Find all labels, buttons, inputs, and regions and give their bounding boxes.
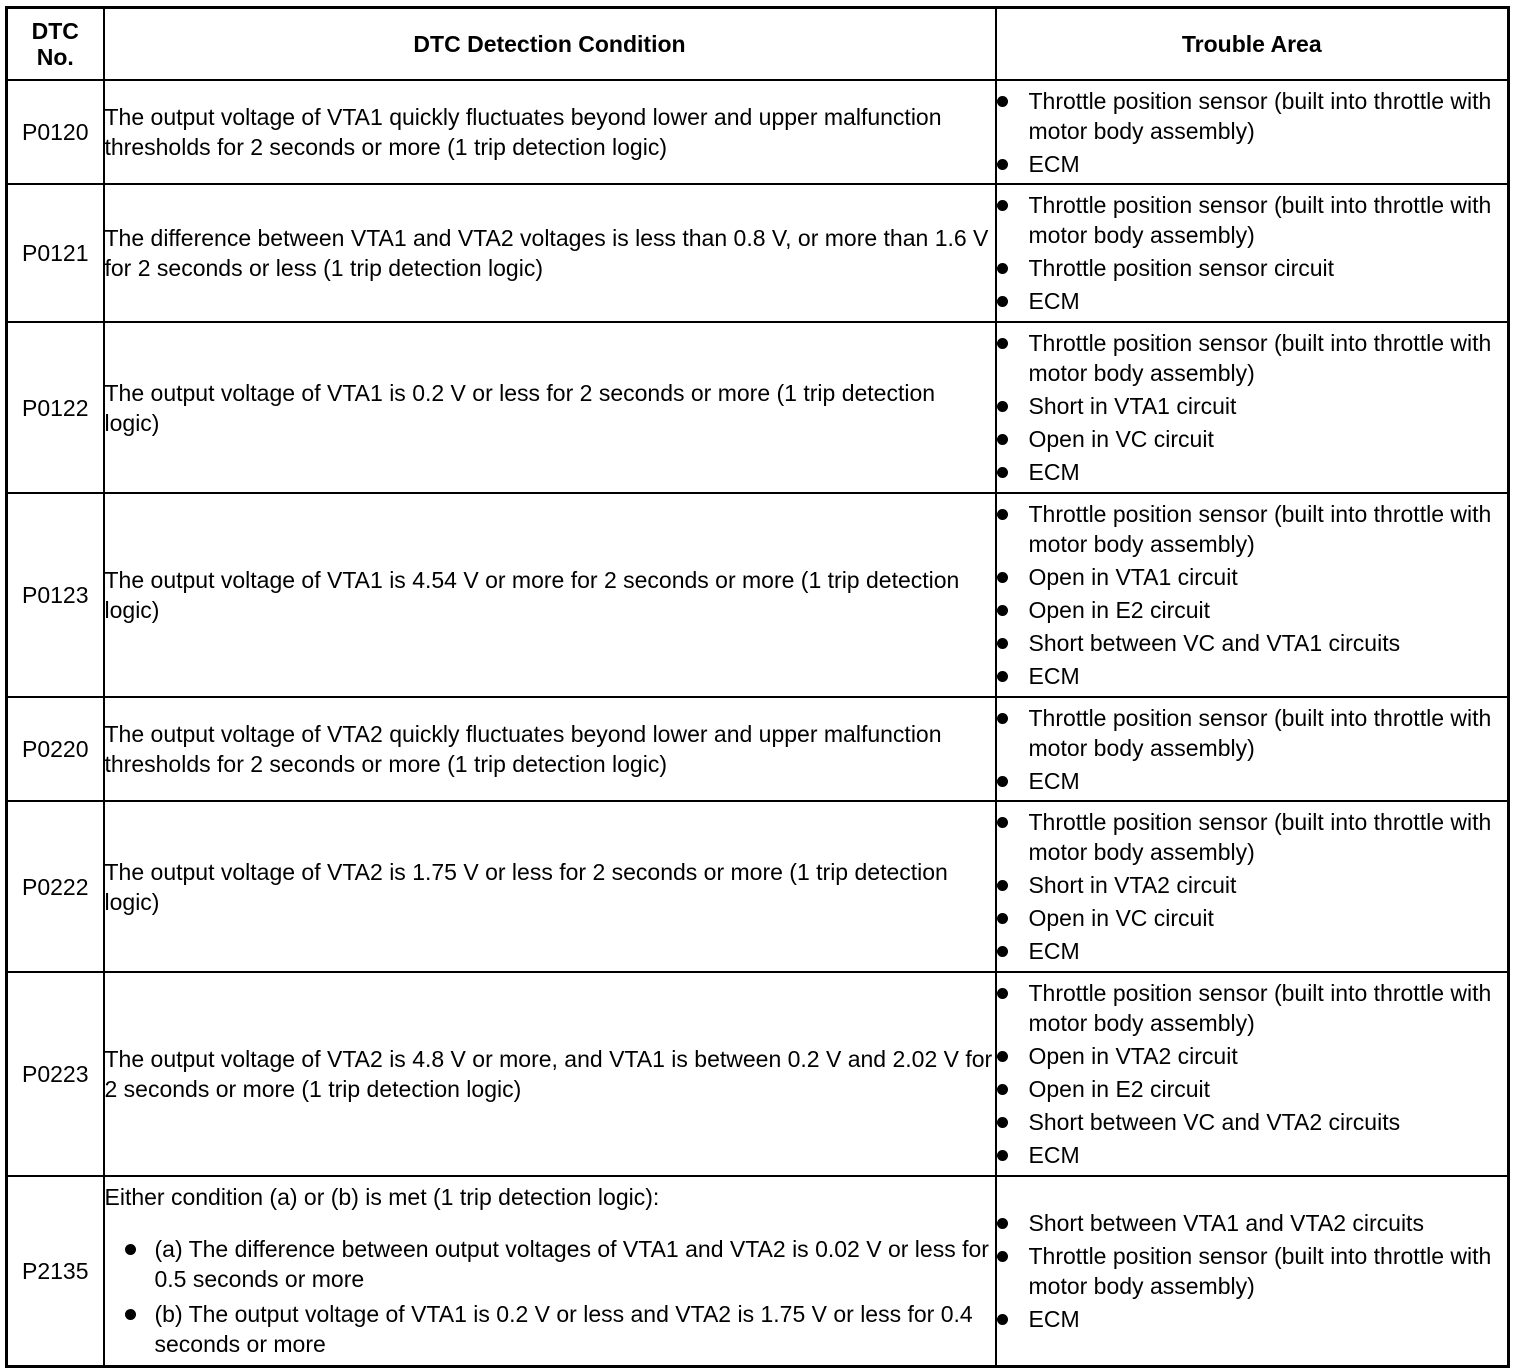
- bullet-icon: [997, 572, 1008, 583]
- condition-item-text: (b) The output voltage of VTA1 is 0.2 V or less and VTA2 is 1.75 V or less for 0.4 seconds or more: [154, 1301, 973, 1358]
- trouble-area-text: Short between VC and VTA1 circuits: [1028, 630, 1401, 656]
- trouble-area-list: [997, 328, 1508, 487]
- bullet-icon: [997, 467, 1008, 478]
- detection-condition-cell: [104, 697, 996, 801]
- trouble-area-cell: [996, 972, 1509, 1176]
- condition-text: The output voltage of VTA2 is 1.75 V or less for 2 seconds or more (1 trip detection logic): [104, 858, 948, 915]
- condition-text: The output voltage of VTA1 is 0.2 V or less for 2 seconds or more (1 trip detection logic): [104, 379, 936, 436]
- trouble-area-item: [997, 424, 1508, 454]
- detection-condition-cell: [104, 184, 996, 322]
- table-row: [7, 322, 1509, 493]
- trouble-area-item: [997, 286, 1508, 316]
- bullet-icon: [997, 638, 1008, 649]
- bullet-icon: [997, 671, 1008, 682]
- trouble-area-list: [997, 499, 1508, 691]
- condition-item-text: (a) The difference between output voltages of VTA1 and VTA2 is 0.02 V or less for 0.5 seconds or more: [154, 1236, 989, 1293]
- table-row: [7, 1176, 1509, 1366]
- bullet-icon: [997, 713, 1008, 724]
- trouble-area-text: Open in E2 circuit: [1028, 597, 1211, 623]
- trouble-area-item: [997, 595, 1508, 625]
- trouble-area-text: ECM: [1028, 459, 1080, 485]
- trouble-area-text: ECM: [1028, 938, 1080, 964]
- trouble-area-cell: [996, 697, 1509, 801]
- trouble-area-item: [997, 1140, 1508, 1170]
- bullet-icon: [997, 988, 1008, 999]
- trouble-area-item: [997, 1241, 1508, 1301]
- trouble-area-text: Short between VC and VTA2 circuits: [1028, 1109, 1401, 1135]
- bullet-icon: [997, 776, 1008, 787]
- trouble-area-cell: [996, 1176, 1509, 1366]
- trouble-area-item: [997, 661, 1508, 691]
- trouble-area-item: [997, 1107, 1508, 1137]
- trouble-area-list: [997, 86, 1508, 179]
- bullet-icon: [125, 1309, 136, 1320]
- trouble-area-cell: [996, 493, 1509, 697]
- dtc-table: [5, 6, 1510, 1368]
- trouble-area-text: Short in VTA2 circuit: [1028, 872, 1237, 898]
- trouble-area-item: [997, 766, 1508, 796]
- bullet-icon: [997, 1084, 1008, 1095]
- dtc-code-cell: P0222: [7, 801, 104, 972]
- detection-condition-cell: [104, 80, 996, 184]
- trouble-area-text: Throttle position sensor (built into throttle with motor body assembly): [1028, 1242, 1492, 1299]
- header-trouble-area: Trouble Area: [996, 8, 1509, 81]
- condition-text: The difference between VTA1 and VTA2 voltages is less than 0.8 V, or more than 1.6 V for 2 seconds or less (1 trip detection logic): [104, 225, 989, 281]
- bullet-icon: [997, 1150, 1008, 1161]
- trouble-area-text: Short between VTA1 and VTA2 circuits: [1028, 1209, 1424, 1236]
- trouble-area-item: [997, 903, 1508, 933]
- bullet-icon: [997, 817, 1008, 828]
- trouble-area-text: Throttle position sensor (built into throttle with motor body assembly): [1028, 330, 1492, 386]
- trouble-area-item: [997, 149, 1508, 179]
- trouble-area-cell: [996, 322, 1509, 493]
- table-row: [7, 972, 1509, 1176]
- trouble-area-item: [997, 457, 1508, 487]
- bullet-icon: [997, 338, 1008, 349]
- table-row: [7, 697, 1509, 801]
- trouble-area-text: Throttle position sensor (built into throttle with motor body assembly): [1028, 87, 1492, 144]
- bullet-icon: [997, 159, 1008, 170]
- bullet-icon: [997, 509, 1008, 520]
- table-row: [7, 493, 1509, 697]
- dtc-code-cell: P2135: [7, 1176, 104, 1366]
- trouble-area-text: Open in VC circuit: [1028, 426, 1214, 452]
- trouble-area-text: Open in E2 circuit: [1028, 1076, 1211, 1102]
- condition-text: The output voltage of VTA2 is 4.8 V or more, and VTA1 is between 0.2 V and 2.02 V for 2 seconds or more (1 trip detection logic): [104, 1046, 993, 1102]
- condition-list-item: [125, 1234, 995, 1294]
- trouble-area-item: [997, 391, 1508, 421]
- bullet-icon: [997, 434, 1008, 445]
- condition-text: The output voltage of VTA1 is 4.54 V or more for 2 seconds or more (1 trip detection logic): [104, 567, 960, 623]
- trouble-area-item: [997, 86, 1508, 146]
- trouble-area-item: [997, 936, 1508, 966]
- trouble-area-list: [997, 703, 1508, 796]
- trouble-area-cell: [996, 801, 1509, 972]
- bullet-icon: [997, 1314, 1008, 1325]
- bullet-icon: [997, 880, 1008, 891]
- trouble-area-text: Throttle position sensor (built into throttle with motor body assembly): [1028, 501, 1492, 557]
- dtc-code-cell: P0223: [7, 972, 104, 1176]
- trouble-area-item: [997, 1304, 1508, 1334]
- trouble-area-list: [997, 1208, 1508, 1334]
- trouble-area-item: [997, 807, 1508, 867]
- condition-intro: Either condition (a) or (b) is met (1 trip detection logic):: [104, 1184, 660, 1211]
- detection-condition-cell: [104, 493, 996, 697]
- trouble-area-text: Throttle position sensor circuit: [1028, 255, 1335, 281]
- detection-condition-cell: [104, 1176, 996, 1366]
- trouble-area-list: [997, 978, 1508, 1170]
- trouble-area-text: ECM: [1028, 663, 1080, 689]
- trouble-area-item: [997, 253, 1508, 283]
- bullet-icon: [997, 401, 1008, 412]
- trouble-area-item: [997, 870, 1508, 900]
- trouble-area-text: Open in VC circuit: [1028, 905, 1214, 931]
- trouble-area-item: [997, 190, 1508, 250]
- trouble-area-item: [997, 562, 1508, 592]
- detection-condition-cell: [104, 801, 996, 972]
- detection-condition-cell: [104, 972, 996, 1176]
- header-detection-condition: DTC Detection Condition: [104, 8, 996, 81]
- trouble-area-item: [997, 328, 1508, 388]
- trouble-area-text: Throttle position sensor (built into throttle with motor body assembly): [1028, 980, 1492, 1036]
- bullet-icon: [997, 946, 1008, 957]
- condition-list: [105, 1234, 995, 1359]
- condition-text: The output voltage of VTA1 quickly fluctuates beyond lower and upper malfunction thresholds for 2 seconds or more (1 trip detection logic): [104, 104, 942, 160]
- dtc-code-cell: P0120: [7, 80, 104, 184]
- trouble-area-item: [997, 1041, 1508, 1071]
- table-row: [7, 184, 1509, 322]
- bullet-icon: [997, 96, 1008, 107]
- trouble-area-text: ECM: [1028, 288, 1080, 314]
- trouble-area-item: [997, 1074, 1508, 1104]
- trouble-area-text: Throttle position sensor (built into throttle with motor body assembly): [1028, 192, 1492, 248]
- detection-condition-cell: [104, 322, 996, 493]
- bullet-icon: [997, 263, 1008, 274]
- trouble-area-item: [997, 628, 1508, 658]
- trouble-area-text: ECM: [1028, 150, 1080, 177]
- trouble-area-list: [997, 807, 1508, 966]
- bullet-icon: [997, 200, 1008, 211]
- trouble-area-text: Throttle position sensor (built into throttle with motor body assembly): [1028, 809, 1492, 865]
- dtc-code-cell: P0122: [7, 322, 104, 493]
- dtc-code-cell: P0123: [7, 493, 104, 697]
- bullet-icon: [997, 296, 1008, 307]
- table-row: [7, 801, 1509, 972]
- table-header-row: [7, 8, 1509, 81]
- bullet-icon: [997, 913, 1008, 924]
- trouble-area-item: [997, 1208, 1508, 1238]
- trouble-area-text: ECM: [1028, 767, 1080, 794]
- condition-text: The output voltage of VTA2 quickly fluctuates beyond lower and upper malfunction thresholds for 2 seconds or more (1 trip detection logic): [104, 721, 942, 777]
- table-body: [7, 80, 1509, 1366]
- trouble-area-text: Short in VTA1 circuit: [1028, 393, 1237, 419]
- trouble-area-text: Open in VTA1 circuit: [1028, 564, 1238, 590]
- trouble-area-text: Open in VTA2 circuit: [1028, 1043, 1238, 1069]
- header-dtc-no: DTC No.: [7, 8, 104, 81]
- bullet-icon: [997, 1051, 1008, 1062]
- table-row: [7, 80, 1509, 184]
- trouble-area-cell: [996, 184, 1509, 322]
- trouble-area-text: ECM: [1028, 1305, 1080, 1332]
- bullet-icon: [997, 1218, 1008, 1229]
- trouble-area-text: Throttle position sensor (built into throttle with motor body assembly): [1028, 704, 1492, 761]
- trouble-area-text: ECM: [1028, 1142, 1080, 1168]
- dtc-code-cell: P0121: [7, 184, 104, 322]
- trouble-area-item: [997, 499, 1508, 559]
- bullet-icon: [997, 605, 1008, 616]
- bullet-icon: [125, 1244, 136, 1255]
- trouble-area-item: [997, 978, 1508, 1038]
- trouble-area-item: [997, 703, 1508, 763]
- dtc-table-container: [5, 6, 1510, 1368]
- trouble-area-list: [997, 190, 1508, 316]
- condition-list-item: [125, 1299, 995, 1359]
- bullet-icon: [997, 1251, 1008, 1262]
- bullet-icon: [997, 1117, 1008, 1128]
- trouble-area-cell: [996, 80, 1509, 184]
- dtc-code-cell: P0220: [7, 697, 104, 801]
